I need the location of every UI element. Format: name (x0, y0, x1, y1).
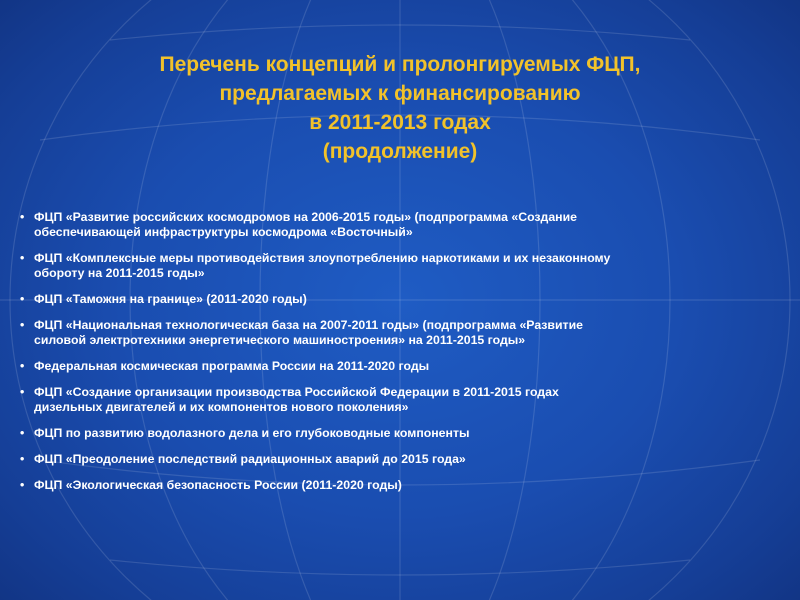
title-line-4: (продолжение) (322, 140, 478, 163)
list-item-line: ФЦП «Экологическая безопасность России (2011-2020 годы) (34, 478, 402, 492)
list-item (20, 210, 780, 240)
list-item (20, 478, 780, 493)
list-item-line: ФЦП «Национальная технологическая база на 2007-2011 годы» (подпрограмма «Развитие (34, 318, 583, 332)
list-item-line: ФЦП «Преодоление последствий радиационных аварий до 2015 года» (34, 452, 466, 466)
list-item-line: ФЦП «Таможня на границе» (2011-2020 годы) (34, 292, 307, 306)
list-item-line: обороту на 2011-2015 годы» (34, 266, 205, 280)
list-item-line: силовой электротехники энергетического машиностроения» на 2011-2015 годы» (34, 333, 526, 347)
title-line-3: в 2011-2013 годах (309, 111, 491, 134)
title-line-2: предлагаемых к финансированию (219, 82, 581, 105)
bullet-icon: • (20, 359, 25, 373)
bullet-icon: • (20, 385, 25, 399)
bullet-icon: • (20, 318, 25, 332)
list-item-line: обеспечивающей инфраструктуры космодрома «Восточный» (34, 225, 413, 239)
title-line-1: Перечень концепций и пролонгируемых ФЦП, (159, 53, 641, 76)
bullet-icon: • (20, 452, 25, 466)
list-item (20, 292, 780, 307)
bullet-icon: • (20, 426, 25, 440)
bullet-icon: • (20, 478, 25, 492)
slide-title (60, 50, 740, 166)
list-item (20, 251, 780, 281)
list-item (20, 318, 780, 348)
list-item-line: дизельных двигателей и их компонентов нового поколения» (34, 400, 409, 414)
list-item (20, 452, 780, 467)
list-item (20, 426, 780, 441)
list-item-line: ФЦП по развитию водолазного дела и его глубоководные компоненты (34, 426, 470, 440)
program-list (20, 210, 780, 504)
list-item-line: ФЦП «Создание организации производства Российской Федерации в 2011-2015 годах (34, 385, 559, 399)
bullet-icon: • (20, 292, 25, 306)
list-item-line: ФЦП «Развитие российских космодромов на 2006-2015 годы» (подпрограмма «Создание (34, 210, 578, 224)
list-item (20, 359, 780, 374)
list-item-line: Федеральная космическая программа России на 2011-2020 годы (34, 359, 430, 373)
bullet-icon: • (20, 251, 25, 265)
list-item-line: ФЦП «Комплексные меры противодействия злоупотреблению наркотиками и их незаконному (34, 251, 611, 265)
list-item (20, 385, 780, 415)
bullet-icon: • (20, 210, 25, 224)
